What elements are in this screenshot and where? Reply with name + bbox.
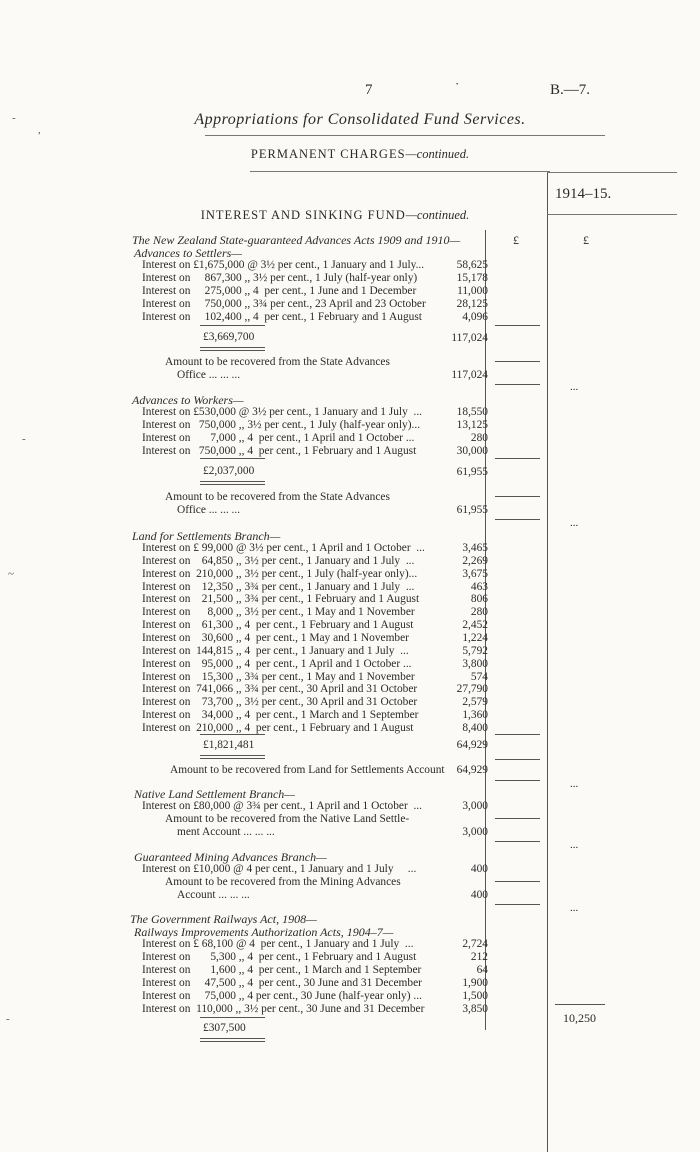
interest-amount: 806 — [470, 593, 488, 606]
interest-line: Interest on 8,000 ,, 3½ per cent., 1 May and 1 November — [142, 606, 415, 619]
total-rule — [200, 734, 265, 735]
interest-line: Interest on 110,000 ,, 3½ per cent., 30 June and 31 December — [142, 1002, 425, 1015]
recovery-text: Amount to be recovered from the Native Land Settle- — [165, 813, 410, 825]
recovery-rule — [495, 759, 540, 760]
subtotal-amount: 117,024 — [451, 332, 488, 344]
interest-amount: 3,465 — [462, 542, 488, 554]
interest-line: Interest on £ 68,100 @ 4 per cent., 1 January and 1 July ... — [142, 938, 414, 950]
recovery-text: ment Account ... ... ... — [177, 826, 275, 838]
interest-line: Interest on 47,500 ,, 4 per cent., 30 June and 31 December — [142, 976, 422, 989]
interest-line: Interest on 750,000 ,, 4 per cent., 1 February and 1 August — [142, 445, 417, 457]
recovery-text: Amount to be recovered from Land for Settlements Account — [170, 764, 445, 776]
interest-amount: 4,096 — [462, 311, 488, 323]
interest-amount: 30,000 — [456, 445, 488, 457]
interest-line: Interest on 34,000 ,, 4 per cent., 1 March and 1 September — [142, 709, 419, 722]
interest-amount: 11,000 — [457, 285, 488, 297]
act-heading: The New Zealand State-guaranteed Advances Acts 1909 and 1910— — [132, 233, 461, 247]
interest-amount: 2,579 — [462, 696, 488, 709]
subtotal-rule — [495, 734, 540, 735]
recovery-bottom-rule — [495, 904, 540, 905]
interest-amount: 3,800 — [462, 657, 488, 670]
margin-mark: - — [22, 433, 26, 445]
interest-amount: 18,550 — [456, 406, 488, 418]
recovery-rule — [495, 496, 540, 497]
page-title: Appropriations for Consolidated Fund Services. — [194, 111, 526, 128]
recovery-text: Amount to be recovered from the State Advances — [165, 491, 390, 503]
margin-mark: - — [6, 1013, 10, 1025]
pound-sign-amount: £ — [513, 233, 519, 247]
interest-line: Interest on 7,000 ,, 4 per cent., 1 April and 1 October ... — [142, 432, 415, 444]
interest-line: Interest on £80,000 @ 3¾ per cent., 1 April and 1 October ... — [142, 800, 423, 812]
interest-amount: 58,625 — [456, 259, 488, 271]
interest-line: Interest on £ 99,000 @ 3½ per cent., 1 April and 1 October ... — [142, 542, 425, 554]
total-double-rule — [200, 481, 265, 485]
subtotal-amount: 61,955 — [456, 466, 488, 478]
subtotal-amount: 64,929 — [456, 739, 488, 751]
total-rule — [200, 1017, 265, 1018]
interest-line: Interest on 275,000 ,, 4 per cent., 1 June and 1 December — [142, 285, 417, 297]
recovery-amount: 64,929 — [456, 764, 488, 776]
interest-amount: 3,000 — [462, 800, 488, 812]
interest-amount: 212 — [470, 950, 488, 963]
interest-amount: 15,178 — [456, 272, 488, 284]
interest-amount: 64 — [476, 963, 488, 976]
ellipsis: ... — [570, 839, 579, 851]
recovery-text: Amount to be recovered from the State Advances — [165, 356, 390, 368]
page-number: 7 — [365, 82, 373, 98]
act-heading: The Government Railways Act, 1908— — [130, 912, 317, 926]
interest-amount: 2,724 — [462, 938, 488, 950]
recovery-amount: 400 — [470, 889, 488, 901]
interest-line: Interest on 867,300 ,, 3½ per cent., 1 July (half-year only) — [142, 272, 418, 284]
recovery-text: Amount to be recovered from the Mining Advances — [165, 876, 401, 888]
margin-mark: ~ — [8, 568, 14, 580]
ellipsis: ... — [570, 778, 579, 790]
interest-amount: 8,400 — [462, 721, 488, 734]
total-double-rule — [200, 1038, 265, 1042]
total-double-rule — [200, 755, 265, 759]
subtotal-rule — [495, 458, 540, 459]
total-principal: £307,500 — [203, 1022, 246, 1034]
interest-line: Interest on 30,600 ,, 4 per cent., 1 May and 1 November — [142, 631, 409, 644]
interest-amount: 1,500 — [462, 989, 488, 1002]
interest-line: Interest on 5,300 ,, 4 per cent., 1 February and 1 August — [142, 950, 417, 963]
interest-line: Interest on 15,300 ,, 3¾ per cent., 1 May and 1 November — [142, 670, 415, 683]
subtitle-rule-left — [250, 171, 550, 172]
year-column-header: 1914–15. — [555, 186, 612, 202]
total-principal: £2,037,000 — [203, 465, 255, 477]
interest-line: Interest on £1,675,000 @ 3½ per cent., 1 January and 1 July... — [142, 259, 425, 271]
interest-line: Interest on 210,000 ,, 3½ per cent., 1 July (half-year only)... — [142, 567, 418, 580]
interest-line: Interest on 1,600 ,, 4 per cent., 1 March and 1 September — [142, 963, 422, 976]
interest-amount: 280 — [470, 432, 488, 444]
interest-line: Interest on 750,000 ,, 3½ per cent., 1 July (half-year only)... — [142, 419, 421, 431]
section-heading: INTEREST AND SINKING FUND—continued. — [200, 208, 470, 222]
recovery-rule — [495, 818, 540, 819]
interest-amount: 5,792 — [462, 644, 488, 657]
recovery-rule — [495, 881, 540, 882]
interest-line: Interest on 210,000 ,, 4 per cent., 1 February and 1 August — [142, 721, 414, 734]
interest-line: Interest on 73,700 ,, 3½ per cent., 30 April and 31 October — [142, 696, 418, 709]
recovery-amount: 3,000 — [462, 826, 488, 838]
interest-amount: 463 — [470, 580, 488, 593]
interest-line: Interest on 64,850 ,, 3½ per cent., 1 January and 1 July ... — [142, 554, 415, 567]
document-reference: B.—7. — [550, 82, 591, 98]
total-double-rule — [200, 347, 265, 351]
interest-amount: 574 — [470, 670, 488, 683]
interest-line: Interest on 61,300 ,, 4 per cent., 1 February and 1 August — [142, 619, 414, 632]
interest-line: Interest on 144,815 ,, 4 per cent., 1 January and 1 July ... — [142, 644, 409, 657]
ellipsis: ... — [570, 902, 579, 914]
interest-amount: 1,900 — [462, 976, 488, 989]
right-column-divider — [547, 172, 548, 1152]
pound-sign-year: £ — [583, 233, 589, 247]
recovery-bottom-rule — [495, 384, 540, 385]
total-principal: £1,821,481 — [203, 739, 255, 751]
page-subtitle: PERMANENT CHARGES—continued. — [250, 147, 470, 161]
sub-heading: Advances to Workers— — [132, 393, 244, 407]
grand-total: 10,250 — [563, 1011, 596, 1025]
interest-line: Interest on 12,350 ,, 3¾ per cent., 1 January and 1 July ... — [142, 580, 415, 593]
recovery-bottom-rule — [495, 780, 540, 781]
interest-amount: 1,360 — [462, 709, 488, 722]
interest-amount: 2,452 — [462, 619, 488, 632]
total-rule — [200, 458, 265, 459]
interest-line: Interest on 102,400 ,, 4 per cent., 1 February and 1 August — [142, 311, 422, 323]
sub-heading: Railways Improvements Authorization Acts, 1904–7— — [134, 925, 394, 939]
sub-heading: Land for Settlements Branch— — [132, 529, 281, 543]
recovery-text: Office ... ... ... — [177, 369, 241, 381]
interest-line: Interest on 741,066 ,, 3¾ per cent., 30 April and 31 October — [142, 683, 418, 696]
interest-amount: 2,269 — [462, 554, 488, 567]
title-rule — [205, 135, 605, 136]
interest-line: Interest on £530,000 @ 3½ per cent., 1 January and 1 July ... — [142, 406, 423, 418]
interest-line: Interest on 750,000 ,, 3¾ per cent., 23 April and 23 October — [142, 298, 426, 310]
recovery-rule — [495, 361, 540, 362]
recovery-amount: 61,955 — [456, 504, 488, 516]
sub-heading: Native Land Settlement Branch— — [134, 787, 295, 801]
interest-amount: 3,850 — [462, 1002, 488, 1015]
interest-line: Interest on 95,000 ,, 4 per cent., 1 April and 1 October ... — [142, 657, 412, 670]
interest-amount: 28,125 — [456, 298, 488, 310]
sub-heading: Advances to Settlers— — [134, 246, 242, 260]
interest-amount: 280 — [470, 606, 488, 619]
interest-amount: 13,125 — [456, 419, 488, 431]
recovery-text: Account ... ... ... — [177, 889, 250, 901]
right-column-top-rule — [547, 172, 677, 173]
recovery-amount: 117,024 — [451, 369, 488, 381]
interest-amount: 3,675 — [462, 567, 488, 580]
interest-line: Interest on 21,500 ,, 3¾ per cent., 1 February and 1 August — [142, 593, 420, 606]
sub-heading: Guaranteed Mining Advances Branch— — [134, 850, 327, 864]
interest-amount: 400 — [470, 863, 488, 875]
interest-amount: 27,790 — [456, 683, 488, 696]
recovery-text: Office ... ... ... — [177, 504, 241, 516]
ellipsis: ... — [570, 381, 579, 393]
recovery-bottom-rule — [495, 519, 540, 520]
interest-line: Interest on 75,000 ,, 4 per cent., 30 June (half-year only) ... — [142, 989, 422, 1002]
margin-mark: , — [38, 124, 41, 136]
header-dot: · — [455, 76, 460, 91]
interest-amount: 1,224 — [462, 631, 488, 644]
interest-line: Interest on £10,000 @ 4 per cent., 1 January and 1 July ... — [142, 863, 417, 875]
margin-mark: - — [12, 112, 16, 124]
subtotal-rule — [495, 325, 540, 326]
grand-total-rule — [555, 1004, 605, 1005]
total-principal: £3,669,700 — [203, 331, 255, 343]
recovery-bottom-rule — [495, 841, 540, 842]
total-rule — [200, 325, 265, 326]
ellipsis: ... — [570, 517, 579, 529]
